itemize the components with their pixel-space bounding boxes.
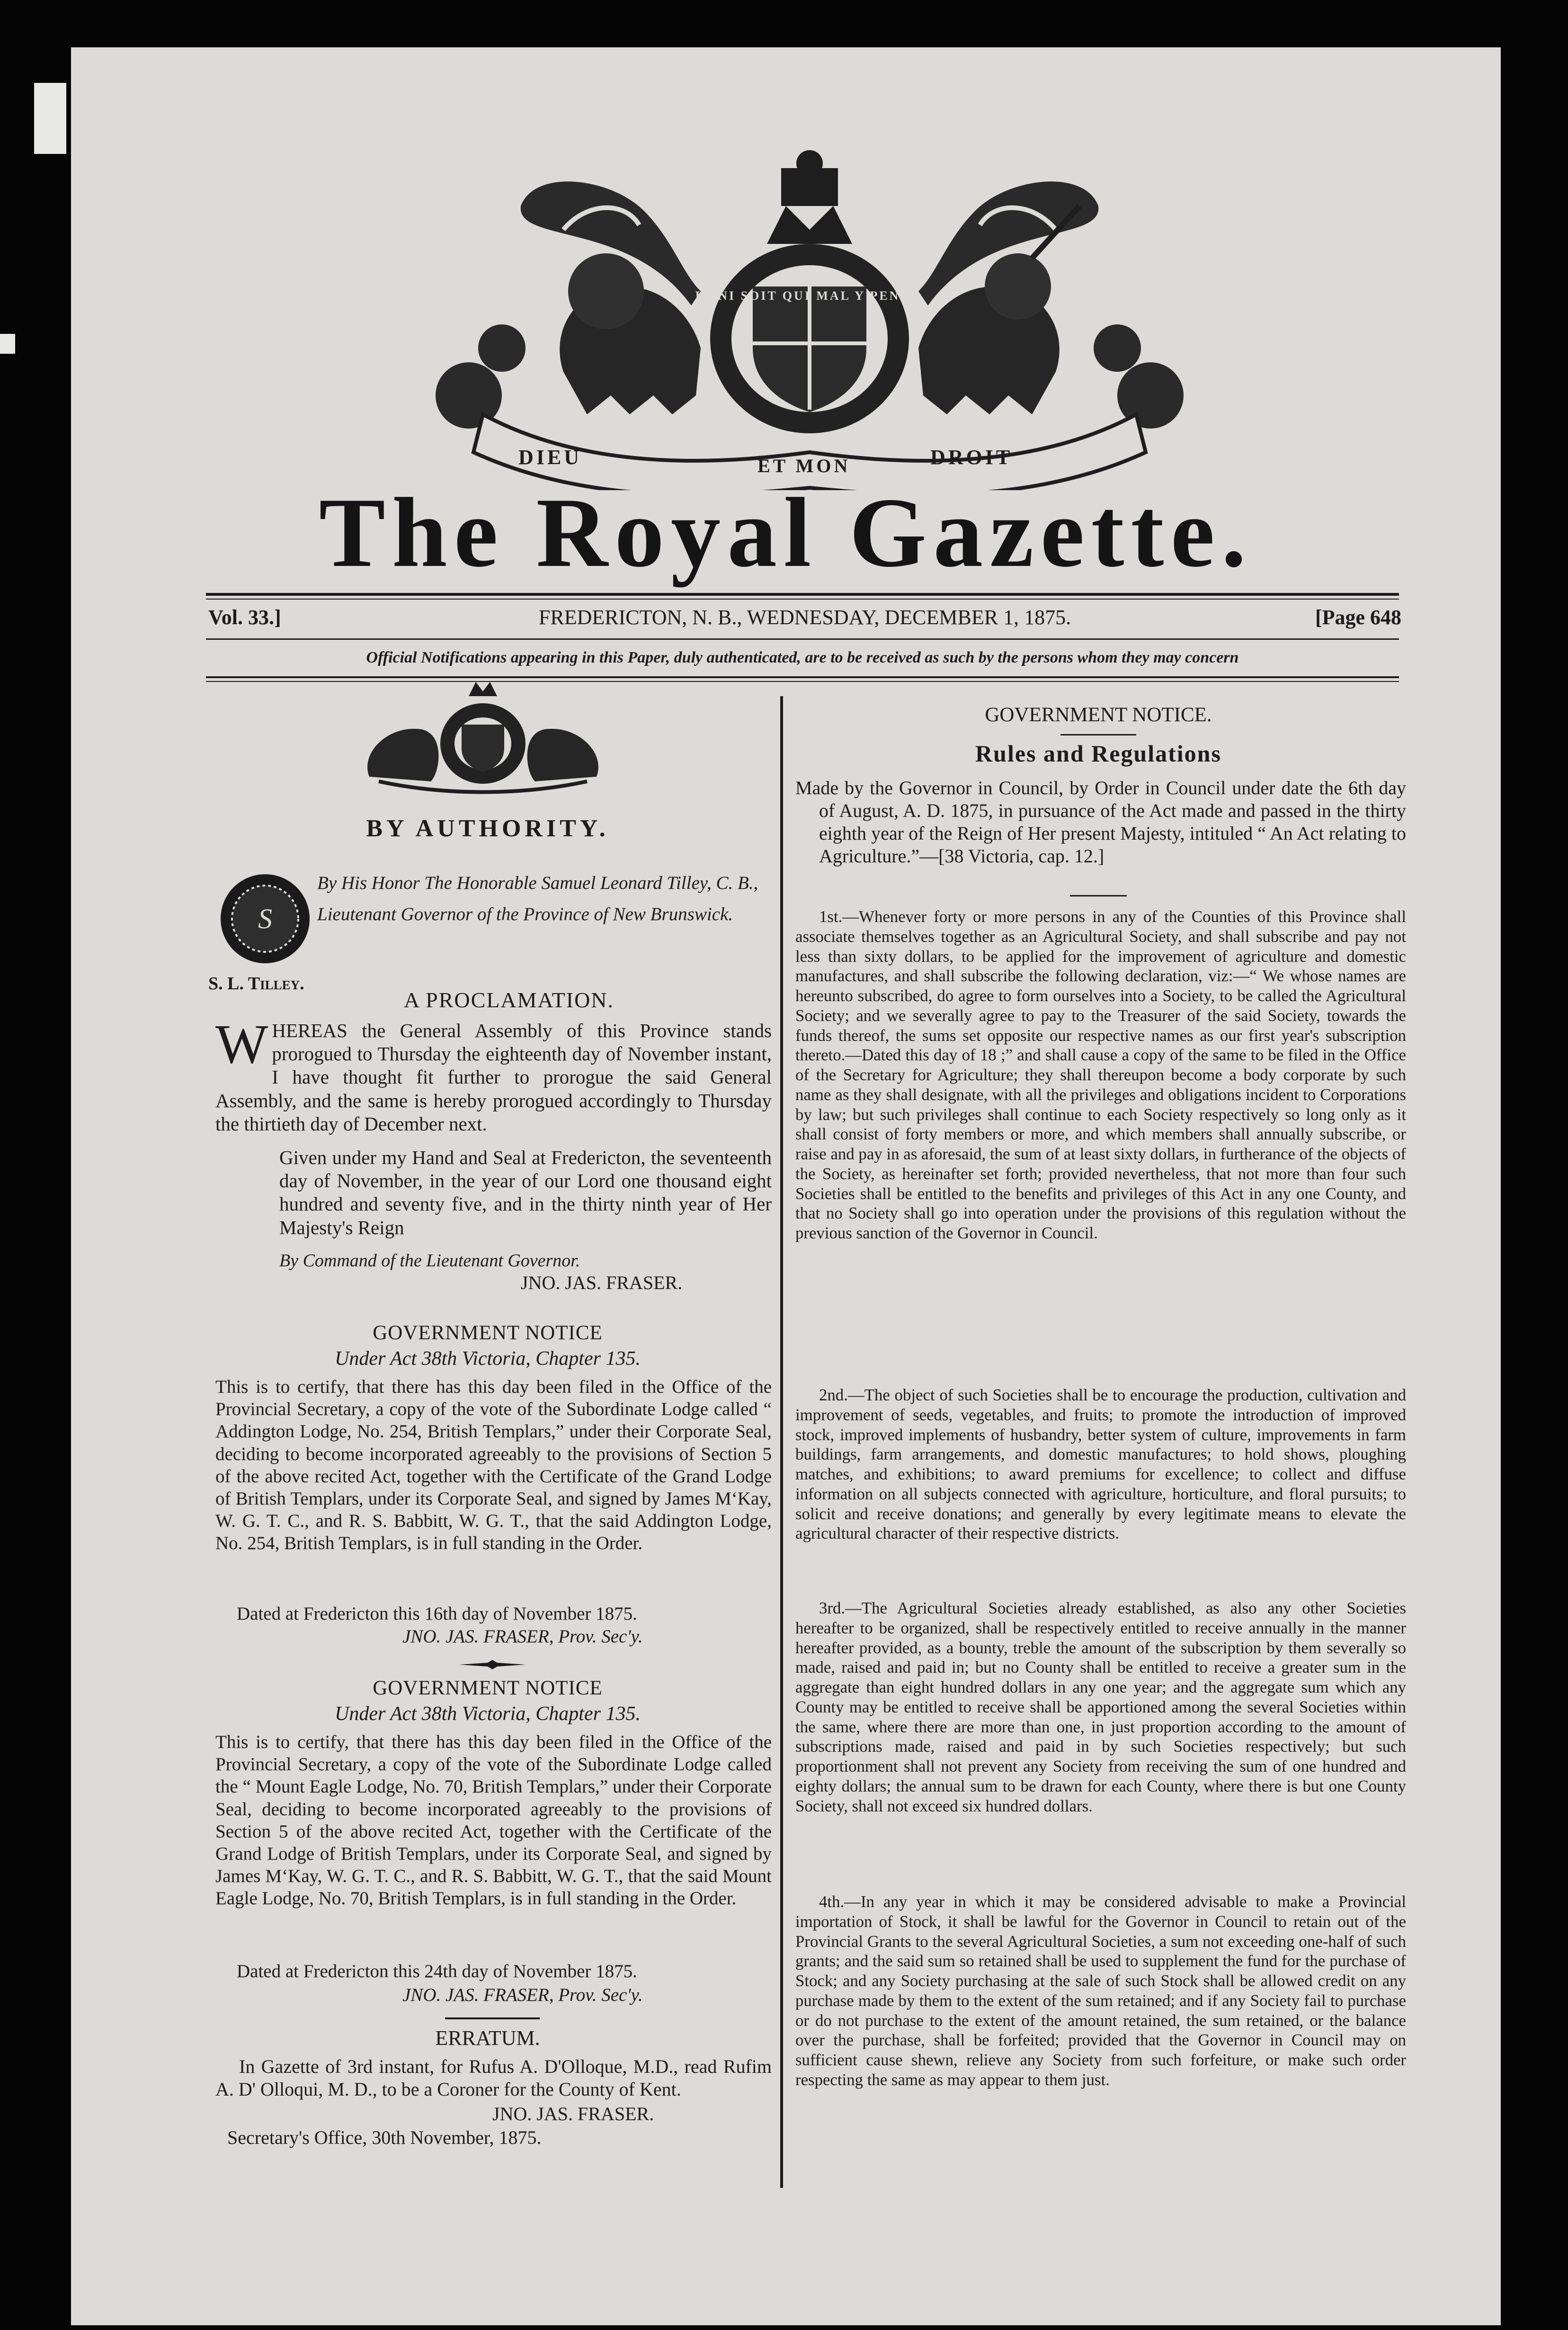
notice1-text: This is to certify, that there has this day been filed in the Office of the Provincial Secretary, a copy of the vote of the Subordinate Lodge called “ Addington Lodge, No. 254, British Templars,” under their Corporate Seal, deciding to become incorporated agreeably to the provisions of Section 5 of the above recited Act, together with the Certificate of the Grand Lodge of British Templars, under its Corporate Seal, and signed by James M‘Kay, W. G. T. C., and R. S. Babbitt, W. G. T., that the said Addington Lodge, No. 254, British Templars, is in full standing in the Order. <box>215 1377 772 1554</box>
notice-line: Official Notifications appearing in this Paper, duly authenticated, are to be received as such by the persons whom they may concern <box>366 649 1239 666</box>
left-edge-tab-small <box>0 334 15 354</box>
small-coat-of-arms-icon <box>350 677 615 796</box>
royal-coat-of-arms-icon <box>407 149 1212 490</box>
dateline-place-date: FREDERICTON, N. B., WEDNESDAY, DECEMBER 1, 1875. <box>538 606 1071 629</box>
rule-top-thin <box>206 599 1399 600</box>
notice2-subtitle: Under Act 38th Victoria, Chapter 135. <box>335 1703 641 1725</box>
right-title-rule <box>1060 734 1136 735</box>
motto-center: ET MON <box>757 455 851 476</box>
tilley-signature: S. L. Tilley. <box>208 974 304 994</box>
by-authority: BY AUTHORITY. <box>366 815 609 842</box>
motto-right: DROIT <box>930 446 1013 469</box>
right-notice-title: GOVERNMENT NOTICE. <box>985 704 1212 726</box>
right-intro: Made by the Governor in Council, by Order in Council under date the 6th day of August, A. D. 1875, in pursuance of the Act made and passed in the thirty eighth year of the Reign of Her present Majesty, intituled “ An Act relating to Agriculture.”—[38 Victoria, cap. 12.] <box>795 777 1406 867</box>
garter-motto: HONI SOIT QUI MAL Y PENSE <box>695 289 919 303</box>
notice1-signature: JNO. JAS. FRASER, Prov. Sec'y. <box>402 1626 643 1647</box>
volume: Vol. 33.] <box>208 606 281 629</box>
notice2-title: GOVERNMENT NOTICE <box>373 1677 603 1699</box>
fraser-signature: JNO. JAS. FRASER. <box>521 1272 683 1293</box>
notice2-dated: Dated at Fredericton this 24th day of November 1875. <box>237 1961 637 1981</box>
rule-para-4: 4th.—In any year in which it may be considered advisable to make a Provincial importation of Stock, it shall be lawful for the Governor in Council to retain out of the Provincial Grants to the several Agricultural Societies, a sum not exceeding one-half of such grants; and the said sum so retained shall be used to supplement the fund for the purchase of Stock; and any Society purchasing at the sale of such Stock shall be allowed credit on any purchase made by them to the extent of the sum retained; and if any Society fail to purchase or do not purchase to the extent of the amount retained, the sum retained, or the balance over the purchase, shall be forfeited; provided that the Governor in Council may on sufficient cause shewn, relieve any Society from such forfeiture, or make such order respecting the same as may appear to them just. <box>795 1892 1406 2089</box>
notice1-dated: Dated at Fredericton this 16th day of November 1875. <box>237 1604 637 1624</box>
rule-mid <box>206 638 1399 640</box>
notice1-subtitle: Under Act 38th Victoria, Chapter 135. <box>335 1348 641 1370</box>
left-edge-tab-top <box>34 83 66 154</box>
rule-top <box>206 593 1399 596</box>
masthead-title: The Royal Gazette. <box>319 478 1253 588</box>
erratum-signature: JNO. JAS. FRASER. <box>492 2103 654 2124</box>
lieutenant-governor-seal-icon <box>218 871 312 966</box>
right-intro-rule <box>1070 895 1127 896</box>
notice2-text: This is to certify, that there has this day been filed in the Office of the Provincial Secretary, a copy of the vote of the Subordinate Lodge called the “ Mount Eagle Lodge, No. 70, British Templars,” under their Corporate Seal, deciding to become incorporated agreeably to the provisions of Section 5 of the above recited Act, together with the Certificate of the Grand Lodge of British Templars, under its Corporate Seal, and signed by James M‘Kay, W. G. T. C., and R. S. Babbitt, W. G. T., that the said Mount Eagle Lodge, No. 70, British Templars, is in full standing in the Order. <box>215 1732 772 1909</box>
gazette-page <box>71 47 1501 2325</box>
given-text: Given under my Hand and Seal at Fredericton, the seventeenth day of November, in the year of our Lord one thousand eight hundred and seventy five, and in the thirty ninth year of Her Majesty's Reign <box>279 1147 772 1238</box>
ornament-divider-icon <box>459 1660 526 1669</box>
rule-para-1: 1st.—Whenever forty or more persons in any of the Counties of this Province shall associate themselves together as an Agricultural Society, and shall subscribe and pay not less than sixty dollars, to be applied for the improvement of agriculture and domestic manufactures, and shall subscribe the following declaration, viz:—“ We whose names are hereunto subscribed, do agree to form ourselves into a Society, to be called the Agricultural Society; and we severally agree to pay to the Treasurer of the said Society, towards the funds thereof, the sums set opposite our respective names as our first year's subscription thereto.—Dated this day of 18 ;” and shall cause a copy of the same to be filed in the Office of the Secretary for Agriculture; they shall thereupon become a body corporate by such name as they shall designate, with all the privileges and obligations incident to Corporations by law; but such privileges shall continue to each Society respectively so long only as it shall consist of forty members or more, and which members shall annually subscribe, or raise and pay in as aforesaid, the sum of at least sixty dollars, in furtherance of the objects of the Society, as hereinafter set forth; provided nevertheless, that not more than four such Societies shall be entitled to the benefits and privileges of this Act in any one County, and that no Society shall go into operation under the provisions of this regulation without the previous sanction of the Governor in Council. <box>795 907 1406 1242</box>
right-subtitle: Rules and Regulations <box>975 740 1221 767</box>
rule-para-2: 2nd.—The object of such Societies shall be to encourage the production, cultivation and improvement of seeds, vegetables, and fruits; to promote the introduction of improved stock, improved implements of husbandry, better system of culture, improvements in farm buildings, farm arrangements, and domestic manufactures; to hold shows, ploughing matches, and exhibitions; to award premiums for excellence; to collect and diffuse information on all subjects connected with agriculture, horticulture, and floral pursuits; to solicit and receive donations; and generally by every legitimate means to elevate the agricultural character of their respective districts. <box>795 1386 1406 1543</box>
command-line: By Command of the Lieutenant Governor. <box>279 1251 580 1271</box>
notice1-title: GOVERNMENT NOTICE <box>373 1322 603 1344</box>
page-number: [Page 648 <box>1315 606 1401 629</box>
motto-left: DIEU <box>518 446 582 469</box>
notice2-signature: JNO. JAS. FRASER, Prov. Sec'y. <box>402 1985 643 2005</box>
proclamation-text: WHEREAS the General Assembly of this Province stands prorogued to Thursday the eighteenth day of November instant, I have thought fit further to prorogue the said General Assembly, and the same is hereby prorogued accordingly to Thursday the thirtieth day of December next. <box>215 1013 772 1135</box>
column-divider <box>780 696 783 2188</box>
honor-text: By His Honor The Honorable Samuel Leonard Tilley, C. B., Lieutenant Governor of the Province of New Brunswick. <box>317 873 758 925</box>
proclamation-dropcap: W <box>215 1013 268 1075</box>
rule-para-3: 3rd.—The Agricultural Societies already established, as also any other Societies hereafter to be organized, shall be respectively entitled to receive annually in the manner hereafter provided, as a bounty, treble the amount of the subscription by them severally so made, raised and paid in; but no County shall be entitled to receive a greater sum in the aggregate than eight hundred dollars in any one year; and the aggregate sum which any County may be entitled to receive shall be apportioned among the several Societies within the same, where there are more than one, in just proportion according to the amount of subscriptions made, raised and paid in by such Societies respectively; but such proportionment shall not prevent any Society from receiving the sum of one hundred and eighty dollars; the annual sum to be drawn for each County, where there is but one County Society, shall not exceed six hundred dollars. <box>795 1599 1406 1815</box>
erratum-rule <box>445 2017 540 2019</box>
erratum-text: In Gazette of 3rd instant, for Rufus A. D'Olloque, M.D., read Rufim A. D' Olloqui, M. D., to be a Coroner for the County of Kent. <box>215 2056 772 2100</box>
svg-text:S: S <box>258 903 272 934</box>
erratum-title: ERRATUM. <box>435 2026 540 2050</box>
proclamation-title: A PROCLAMATION. <box>403 988 615 1012</box>
erratum-office: Secretary's Office, 30th November, 1875. <box>227 2127 542 2148</box>
